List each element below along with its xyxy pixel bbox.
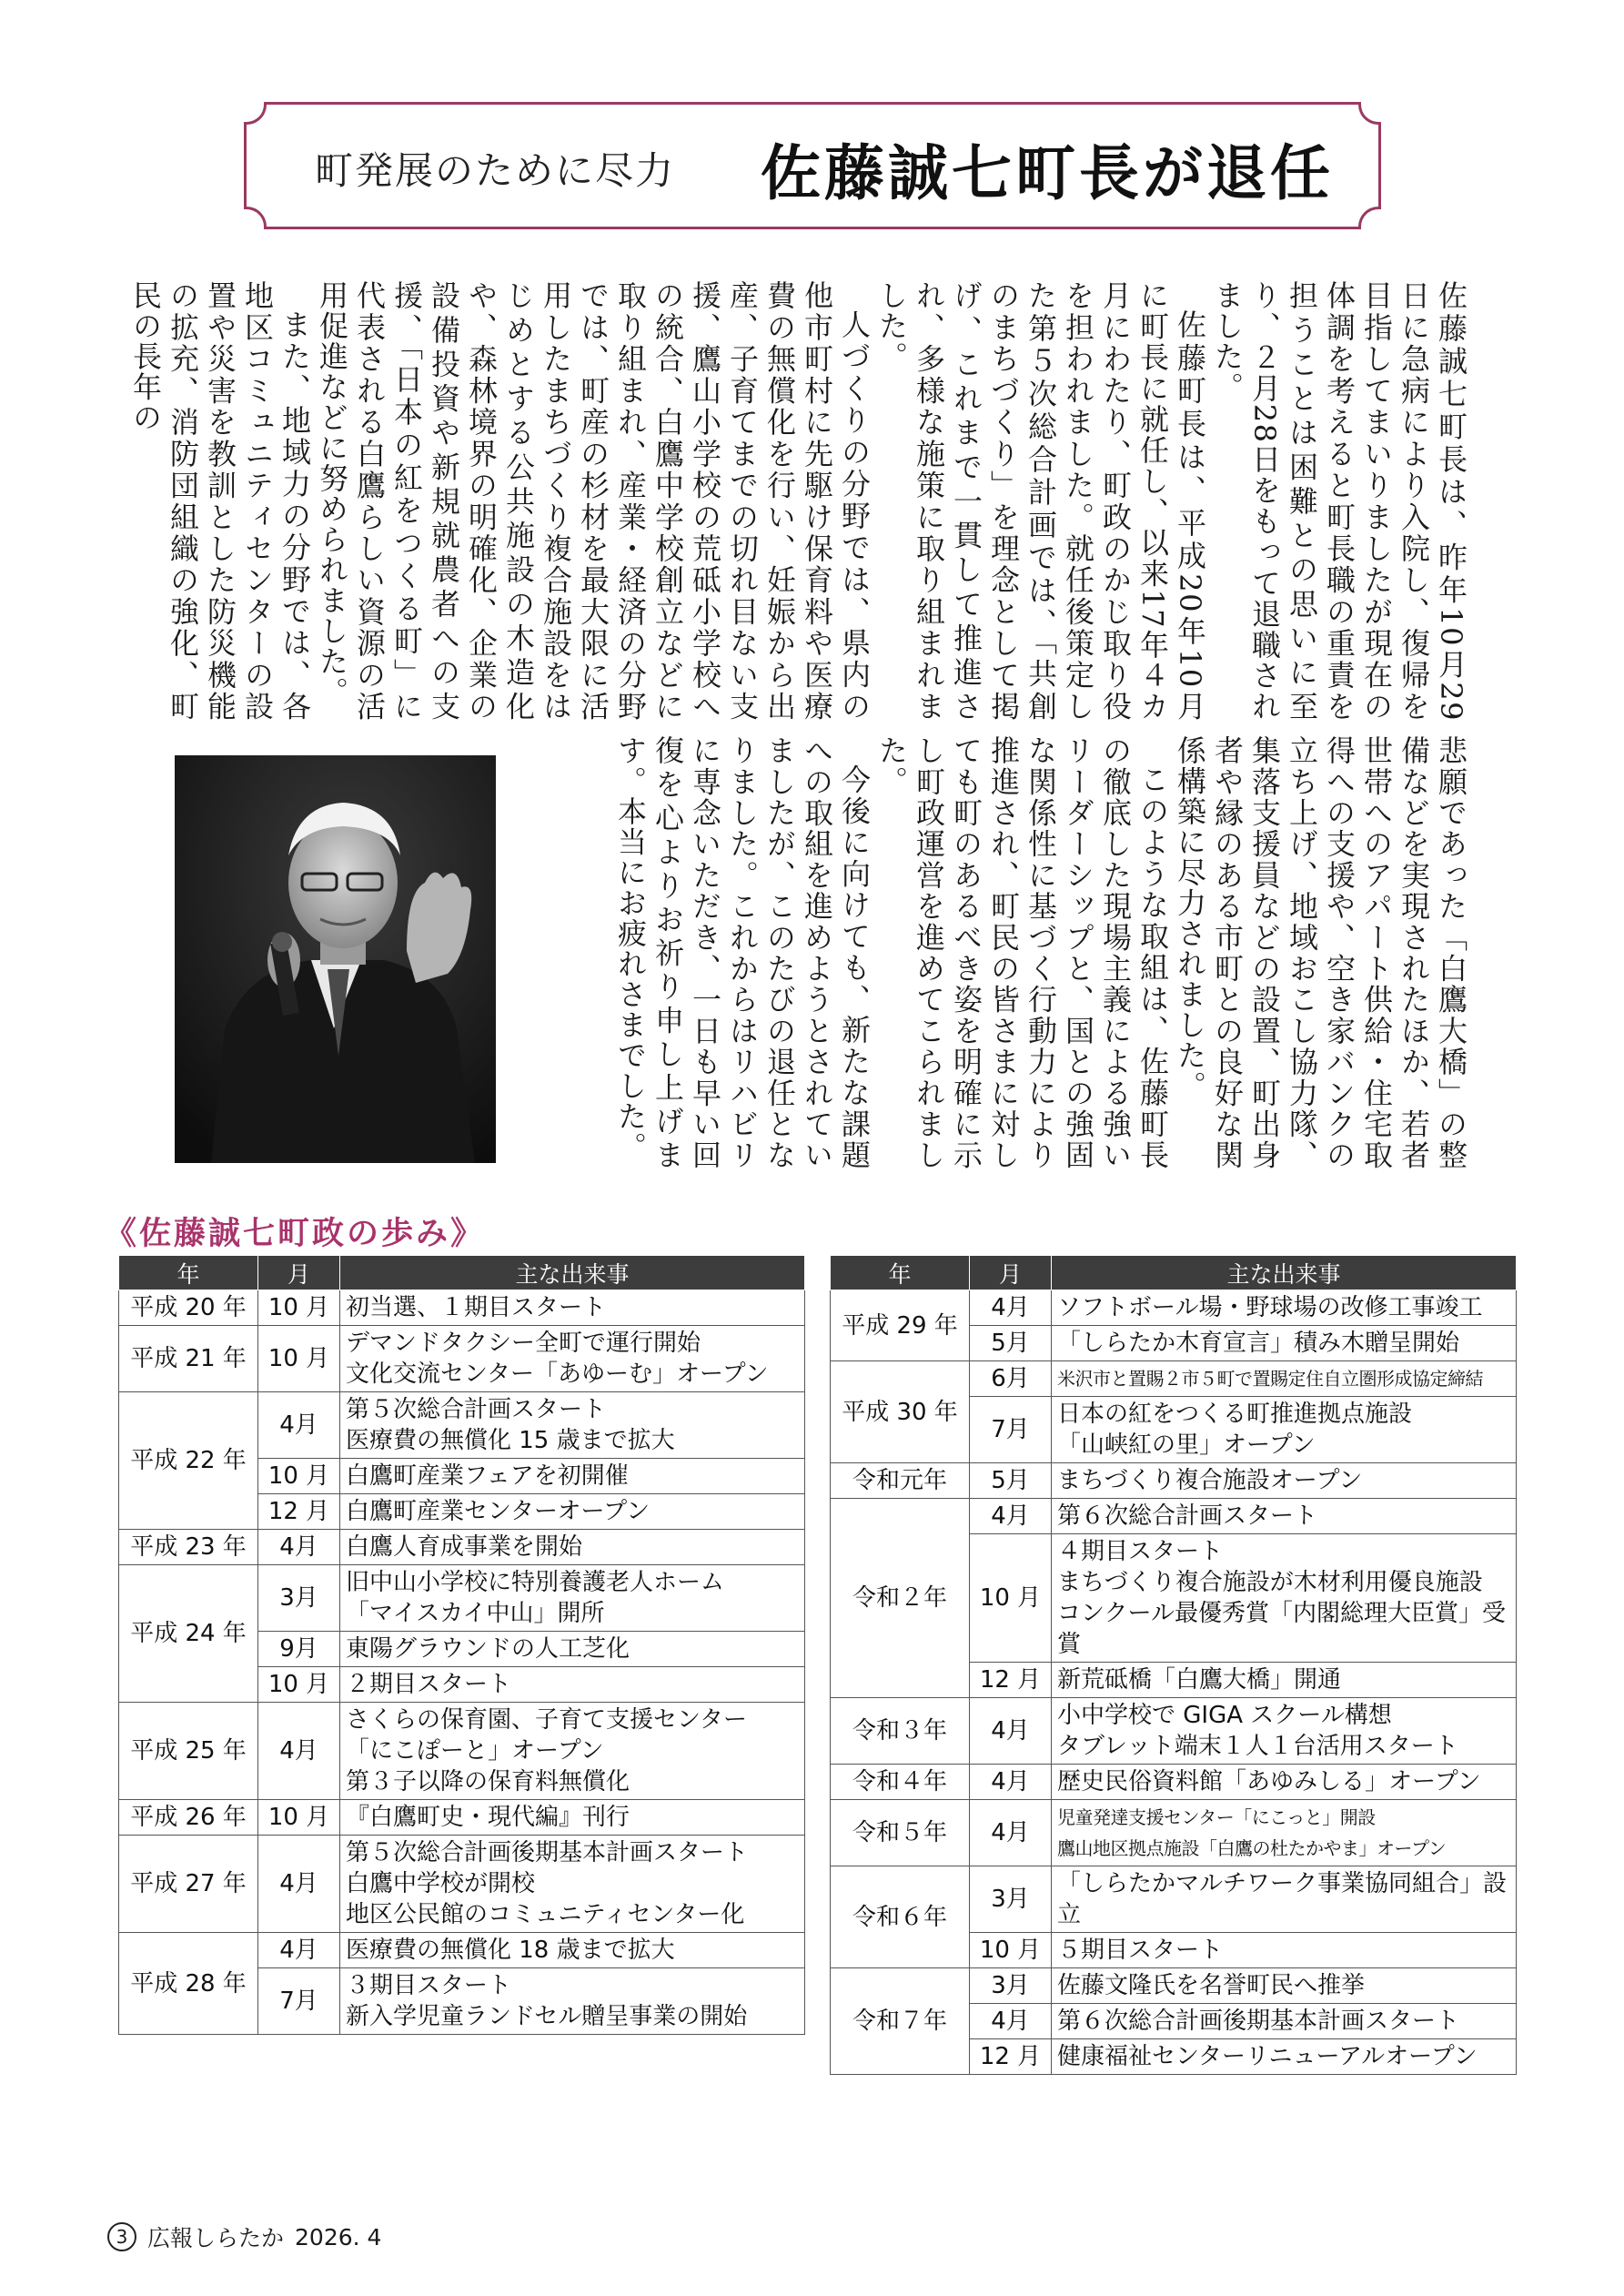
- year-cell: 平成 20 年: [119, 1290, 258, 1326]
- month-cell: 7月: [970, 1397, 1052, 1463]
- event-cell: 第５次総合計画スタート 医療費の無償化 15 歳まで拡大: [340, 1392, 805, 1459]
- year-cell: 平成 22 年: [119, 1392, 258, 1530]
- month-cell: 4月: [970, 1800, 1052, 1866]
- month-cell: 5月: [970, 1463, 1052, 1499]
- event-cell: 『白鷹町史・現代編』刊行: [340, 1800, 805, 1836]
- article-lower: [528, 735, 1469, 1170]
- month-cell: 10 月: [258, 1326, 340, 1392]
- table-row: [119, 1836, 805, 1933]
- month-cell: 6月: [970, 1361, 1052, 1397]
- article-paragraph: 人づくりの分野では、県内の他市町村に先駆け保育料や医療費の無償化を行い、妊娠から出産、子育てまでの切れ目ない支援、鷹山小学校の荒砥小学校への統合、白鷹中学校創立などに取り組まれ、産業・経済の分野では、町産の杉材を最大限に活用したまちづくり複合施設をはじめとする公共施設の木造化や、森林境界の明確化、企業の設備投資や新規就農者への支援、「日本の紅をつくる町」に代表される白鷹らしい資源の活用促進などに努められました。: [315, 280, 872, 723]
- page-title: 佐藤誠七町長が退任: [761, 137, 1334, 208]
- event-cell: 日本の紅をつくる町推進拠点施設 「山峡紅の里」オープン: [1052, 1397, 1517, 1463]
- column-header-month: 月: [258, 1256, 340, 1290]
- column-header-month: 月: [970, 1256, 1052, 1290]
- table-row: [119, 1290, 805, 1326]
- page-number: 3: [107, 2222, 136, 2251]
- month-cell: 10 月: [970, 1933, 1052, 1968]
- chronology-table-right: [830, 1255, 1517, 2075]
- article-upper: [128, 280, 1469, 723]
- year-cell: 平成 24 年: [119, 1565, 258, 1703]
- column-header-year: 年: [119, 1256, 258, 1290]
- event-cell: 小中学校で GIGA スクール構想 タブレット端末１人１台活用スタート: [1052, 1698, 1517, 1765]
- table-row: [831, 1698, 1517, 1765]
- year-cell: 令和７年: [831, 1968, 970, 2075]
- event-cell: 佐藤文隆氏を名誉町民へ推挙: [1052, 1968, 1517, 2004]
- month-cell: 7月: [258, 1968, 340, 2035]
- event-cell: 米沢市と置賜２市５町で置賜定住自立圏形成協定締結: [1052, 1361, 1517, 1397]
- table-row: [119, 1530, 805, 1565]
- event-cell: 第６次総合計画後期基本計画スタート: [1052, 2004, 1517, 2039]
- chronology-title: 《佐藤誠七町政の歩み》: [105, 1216, 486, 1252]
- year-cell: 平成 27 年: [119, 1836, 258, 1933]
- event-cell: 新荒砥橋「白鷹大橋」開通: [1052, 1663, 1517, 1698]
- month-cell: 4月: [258, 1933, 340, 1968]
- month-cell: 4月: [258, 1392, 340, 1459]
- table-row: [119, 1326, 805, 1392]
- table-row: [119, 1392, 805, 1459]
- month-cell: 4月: [970, 1698, 1052, 1765]
- title-box-corner: [1358, 102, 1381, 125]
- year-cell: 令和４年: [831, 1765, 970, 1800]
- article-paragraph: 悲願であった「白鷹大橋」の整備などを実現されたほか、若者世帯へのアパート供給・住宅取得への支援や、空き家バンクの立ち上げ、地域おこし協力隊、集落支援員などの設置、町出身者や縁のある市町との良好な関係構築に尽力されました。: [1173, 735, 1468, 1171]
- event-cell: 健康福祉センターリニューアルオープン: [1052, 2039, 1517, 2075]
- year-cell: 令和３年: [831, 1698, 970, 1765]
- issue-date: 2026. 4: [295, 2223, 382, 2250]
- article-paragraph: 今後に向けても、新たな課題への取組を進めようとされていましたが、このたびの退任となりました。これからはリハビリに専念いただき、一日も早い回復を心よりお祈り申し上げます。本当にお疲れさまでした。: [613, 735, 872, 1170]
- event-cell: ソフトボール場・野球場の改修工事竣工: [1052, 1290, 1517, 1326]
- month-cell: 12 月: [258, 1494, 340, 1530]
- event-cell: 第６次総合計画スタート: [1052, 1499, 1517, 1534]
- table-row: [831, 1463, 1517, 1499]
- month-cell: 12 月: [970, 1663, 1052, 1698]
- month-cell: 4月: [258, 1703, 340, 1800]
- month-cell: 3月: [970, 1968, 1052, 2004]
- event-cell: 「しらたか木育宣言」積み木贈呈開始: [1052, 1326, 1517, 1361]
- year-cell: 令和５年: [831, 1800, 970, 1866]
- table-row: [119, 1703, 805, 1800]
- table-row: [831, 1361, 1517, 1397]
- portrait-photo-icon: [175, 755, 496, 1163]
- table-header-row: [119, 1256, 805, 1290]
- article-paragraph: 佐藤誠七町長は、昨年10月29日に急病により入院し、復帰を目指してまいりましたが現在の体調を考えると町長職の重責を担うことは困難との思いに至り、２月28日をもって退職されました。: [1210, 280, 1468, 722]
- article-paragraph: 佐藤町長は、平成20年10月に町長に就任し、以来17年４カ月にわたり、町政のかじ取り役を担われました。就任後策定した第５次総合計画では、「共創のまちづくり」を理念として掲げ、これまで一貫して推進され、多様な施策に取り組まれました。: [874, 280, 1207, 723]
- table-row: [831, 1765, 1517, 1800]
- year-cell: 平成 30 年: [831, 1361, 970, 1463]
- year-cell: 平成 23 年: [119, 1530, 258, 1565]
- table-row: [119, 1565, 805, 1632]
- page-subtitle: 町発展のために尽力: [315, 148, 676, 193]
- month-cell: 3月: [970, 1866, 1052, 1933]
- column-header-event: 主な出来事: [340, 1256, 805, 1290]
- event-cell: さくらの保育園、子育て支援センター 「にこぽーと」オープン 第３子以降の保育料無償化: [340, 1703, 805, 1800]
- month-cell: 12 月: [970, 2039, 1052, 2075]
- year-cell: 平成 26 年: [119, 1800, 258, 1836]
- event-cell: 児童発達支援センター「にこっと」開設 鷹山地区拠点施設「白鷹の杜たかやま」オープン: [1052, 1800, 1517, 1866]
- month-cell: 10 月: [970, 1534, 1052, 1663]
- month-cell: 4月: [970, 1290, 1052, 1326]
- event-cell: 白鷹町産業センターオープン: [340, 1494, 805, 1530]
- table-row: [119, 1800, 805, 1836]
- publication-name: 広報しらたか: [147, 2225, 285, 2251]
- month-cell: 4月: [258, 1530, 340, 1565]
- year-cell: 平成 29 年: [831, 1290, 970, 1361]
- event-cell: 第５次総合計画後期基本計画スタート 白鷹中学校が開校 地区公民館のコミュニティセンター化: [340, 1836, 805, 1933]
- table-row: [831, 1968, 1517, 2004]
- table-header-row: [831, 1256, 1517, 1290]
- column-header-year: 年: [831, 1256, 970, 1290]
- month-cell: 4月: [970, 1499, 1052, 1534]
- month-cell: 3月: [258, 1565, 340, 1632]
- event-cell: ２期目スタート: [340, 1667, 805, 1703]
- event-cell: 白鷹町産業フェアを初開催: [340, 1459, 805, 1494]
- table-row: [831, 1499, 1517, 1534]
- title-box-corner: [244, 207, 267, 229]
- month-cell: 10 月: [258, 1290, 340, 1326]
- month-cell: 5月: [970, 1326, 1052, 1361]
- month-cell: 4月: [970, 2004, 1052, 2039]
- year-cell: 平成 25 年: [119, 1703, 258, 1800]
- year-cell: 平成 28 年: [119, 1933, 258, 2035]
- event-cell: 「しらたかマルチワーク事業協同組合」設立: [1052, 1866, 1517, 1933]
- chronology-table-left: [118, 1255, 805, 2035]
- month-cell: 9月: [258, 1632, 340, 1667]
- table-row: [831, 1866, 1517, 1933]
- column-header-event: 主な出来事: [1052, 1256, 1517, 1290]
- month-cell: 4月: [970, 1765, 1052, 1800]
- month-cell: 10 月: [258, 1800, 340, 1836]
- table-row: [119, 1933, 805, 1968]
- table-row: [831, 1290, 1517, 1326]
- event-cell: 旧中山小学校に特別養護老人ホーム 「マイスカイ中山」開所: [340, 1565, 805, 1632]
- year-cell: 令和２年: [831, 1499, 970, 1698]
- event-cell: ３期目スタート 新入学児童ランドセル贈呈事業の開始: [340, 1968, 805, 2035]
- month-cell: 10 月: [258, 1459, 340, 1494]
- event-cell: 歴史民俗資料館「あゆみしる」オープン: [1052, 1765, 1517, 1800]
- article-paragraph: また、地域力の分野では、各地区コミュニティセンターの設置や災害を教訓とした防災機能の拡充、消防団組織の強化、町民の長年の: [128, 280, 312, 723]
- table-row: [831, 1800, 1517, 1866]
- month-cell: 10 月: [258, 1667, 340, 1703]
- month-cell: 4月: [258, 1836, 340, 1933]
- year-cell: 平成 21 年: [119, 1326, 258, 1392]
- year-cell: 令和元年: [831, 1463, 970, 1499]
- page-footer: [107, 2220, 381, 2253]
- year-cell: 令和６年: [831, 1866, 970, 1968]
- event-cell: 東陽グラウンドの人工芝化: [340, 1632, 805, 1667]
- event-cell: 初当選、１期目スタート: [340, 1290, 805, 1326]
- article-paragraph: このような取組は、佐藤町長の徹底した現場主義による強いリーダーシップと、国との強固な関係性に基づく行動力により推進され、町民の皆さまに対しても町のあるべき姿を明確に示し町政運営を進めてこられました。: [874, 735, 1170, 1171]
- title-box: [244, 102, 1381, 229]
- mayor-portrait-photo: [175, 755, 496, 1163]
- event-cell: ４期目スタート まちづくり複合施設が木材利用優良施設 コンクール最優秀賞「内閣総理大臣賞」受賞: [1052, 1534, 1517, 1663]
- event-cell: デマンドタクシー全町で運行開始 文化交流センター「あゆーむ」オープン: [340, 1326, 805, 1392]
- event-cell: 白鷹人育成事業を開始: [340, 1530, 805, 1565]
- event-cell: 医療費の無償化 18 歳まで拡大: [340, 1933, 805, 1968]
- event-cell: まちづくり複合施設オープン: [1052, 1463, 1517, 1499]
- event-cell: ５期目スタート: [1052, 1933, 1517, 1968]
